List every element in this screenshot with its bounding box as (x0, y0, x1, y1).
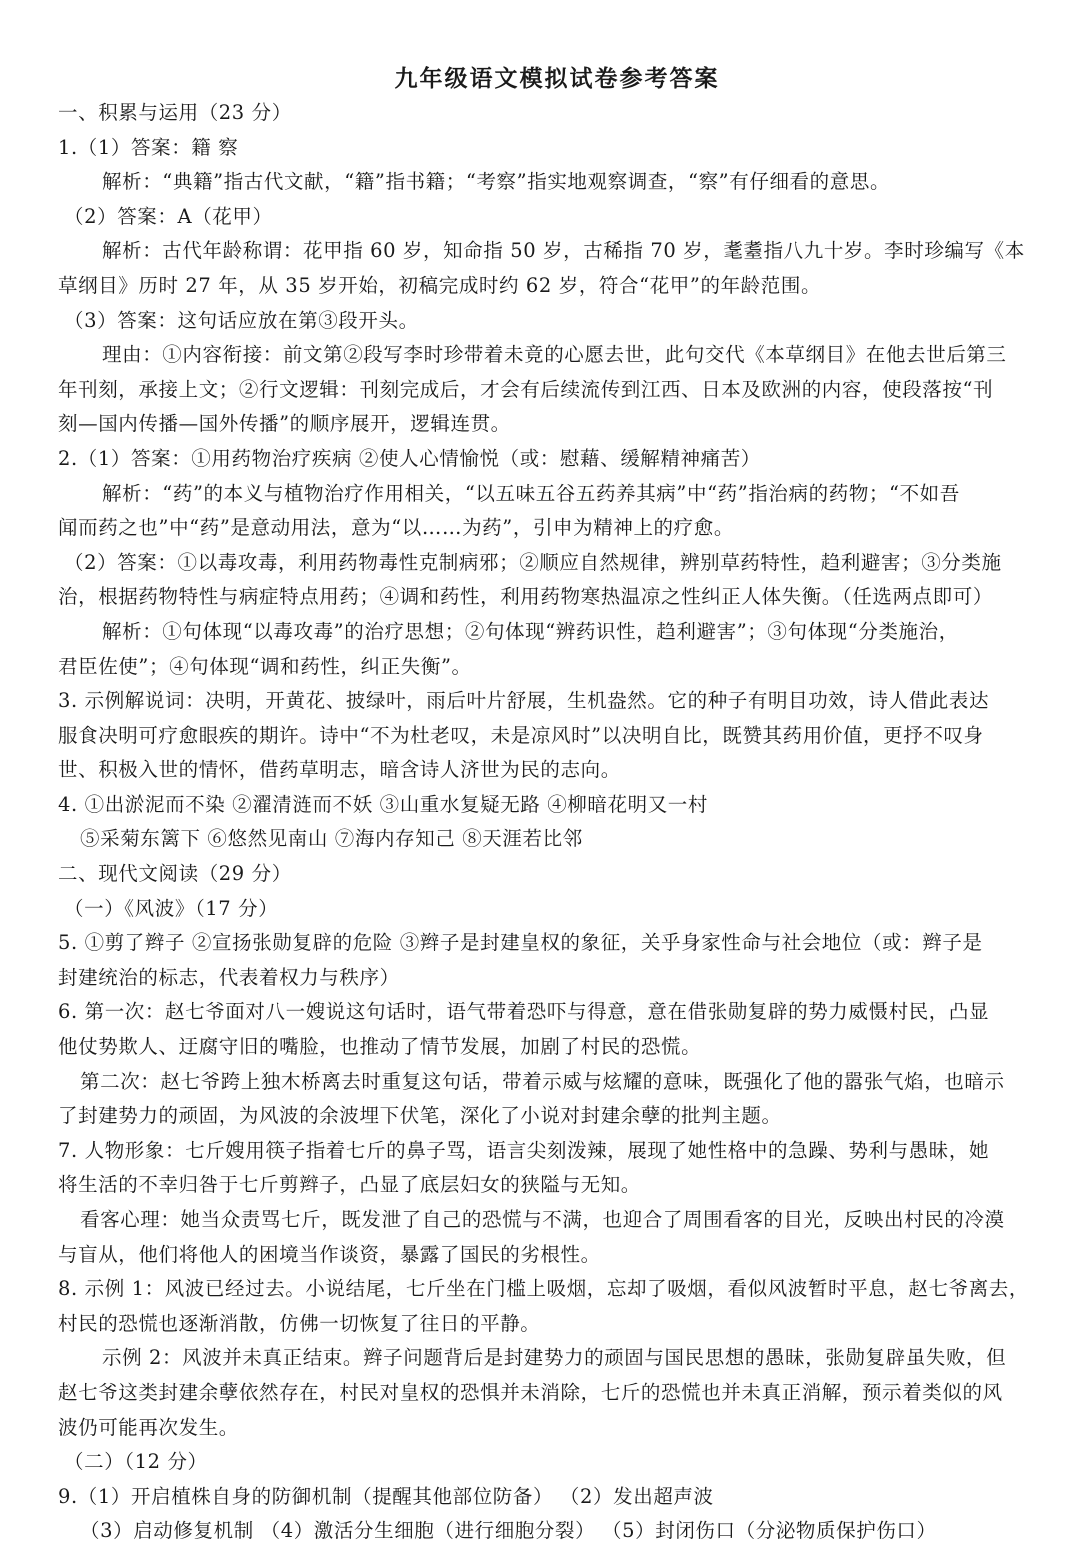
answer-line: （二）（12 分） (64, 1450, 208, 1474)
answer-line: 服食决明可疗愈眼疾的期许。诗中“不为杜老叹，未是凉风时”以决明自比，既赞其药用价值，更抒不叹身 (58, 723, 984, 747)
answer-line: （3）启动修复机制 （4）激活分生细胞（进行细胞分裂） （5）封闭伤口（分泌物质保护伤口） (80, 1519, 937, 1543)
answer-line: 8. 示例 1：风波已经过去。小说结尾，七斤坐在门槛上吸烟，忘却了吸烟，看似风波暂时平息，赵七爷离去， (58, 1277, 1030, 1301)
answer-line: 4. ①出淤泥而不染 ②濯清涟而不妖 ③山重水复疑无路 ④柳暗花明又一村 (58, 792, 708, 816)
answer-line: 治，根据药物特性与病症特点用药；④调和药性，利用药物寒热温凉之性纠正人体失衡。（任选两点即可） (58, 585, 993, 609)
answer-line: 解析：“典籍”指古代文献，“籍”指书籍；“考察”指实地观察调查，“察”有仔细看的意思。 (102, 170, 891, 194)
answer-line: 9.（1）开启植株自身的防御机制（提醒其他部位防备） （2）发出超声波 (58, 1484, 714, 1508)
answer-line: （2）答案：A（花甲） (64, 204, 273, 228)
answer-line: 一、积累与运用（23 分） (58, 101, 292, 124)
answer-line: 封建统治的标志，代表着权力与秩序） (58, 965, 400, 989)
answer-line: 君臣佐使”；④句体现“调和药性，纠正失衡”。 (58, 654, 472, 678)
answer-line: 刻—国内传播—国外传播”的顺序展开，逻辑连贯。 (58, 412, 511, 436)
answer-line: 世、积极入世的情怀，借药草明志，暗含诗人济世为民的志向。 (58, 758, 621, 782)
answer-line: 年刊刻，承接上文；②行文逻辑：刊刻完成后，才会有后续流传到江西、日本及欧洲的内容，使段落按“刊 (58, 377, 994, 401)
answer-line: 赵七爷这类封建余孽依然存在，村民对皇权的恐惧并未消除，七斤的恐慌也并未真正消解，预示着类似的风 (58, 1380, 1003, 1404)
answer-line: 5. ①剪了辫子 ②宣扬张勋复辟的危险 ③辫子是封建皇权的象征，关乎身家性命与社会地位（或：辫子是 (58, 931, 983, 955)
answer-line: 3. 示例解说词：决明，开黄花、披绿叶，雨后叶片舒展，生机盎然。它的种子有明目功效，诗人借此表达 (58, 689, 990, 713)
answer-line: 第二次：赵七爷跨上独木桥离去时重复这句话，带着示威与炫耀的意味，既强化了他的嚣张气焰，也暗示 (80, 1069, 1005, 1093)
page-title: 九年级语文模拟试卷参考答案 (394, 65, 720, 92)
answer-line: 1.（1）答案：籍 察 (58, 135, 239, 159)
answer-line: 示例 2：风波并未真正结束。辫子问题背后是封建势力的顽固与国民思想的愚昧，张勋复辟虽失败，但 (102, 1346, 1007, 1370)
answer-line: 与盲从，他们将他人的困境当作谈资，暴露了国民的劣根性。 (58, 1242, 601, 1266)
answer-line: 闻而药之也”中“药”是意动用法，意为“以……为药”，引申为精神上的疗愈。 (58, 516, 734, 540)
answer-line: 草纲目》历时 27 年，从 35 岁开始，初稿完成时约 62 岁，符合“花甲”的年龄范围。 (58, 273, 822, 297)
answer-line: 解析：①句体现“以毒攻毒”的治疗思想；②句体现“辨药识性，趋利避害”；③句体现“分类施治， (102, 619, 959, 643)
answer-line: ⑤采菊东篱下 ⑥悠然见南山 ⑦海内存知己 ⑧天涯若比邻 (80, 827, 583, 851)
answer-line: 村民的恐慌也逐渐消散，仿佛一切恢复了往日的平静。 (58, 1311, 541, 1335)
answer-line: （2）答案：①以毒攻毒，利用药物毒性克制病邪；②顺应自然规律，辨别草药特性，趋利避害；③分类施 (64, 550, 1002, 574)
answer-line: 看客心理：她当众责骂七斤，既发泄了自己的恐慌与不满，也迎合了周围看客的目光，反映出村民的冷漠 (80, 1208, 1005, 1231)
answer-line: 将生活的不幸归咎于七斤剪辫子，凸显了底层妇女的狭隘与无知。 (58, 1173, 641, 1197)
answer-line: 6. 第一次：赵七爷面对八一嫂说这句话时，语气带着恐吓与得意，意在借张勋复辟的势力威慑村民，凸显 (58, 1000, 990, 1024)
answer-line: 二、现代文阅读（29 分） (58, 862, 292, 886)
answer-line: （一）《风波》（17 分） (64, 896, 279, 920)
answer-line: 解析：古代年龄称谓：花甲指 60 岁，知命指 50 岁，古稀指 70 岁，耄耋指八九十岁。李时珍编写《本 (102, 239, 1025, 263)
answer-line: （3）答案：这句话应放在第③段开头。 (64, 308, 419, 332)
answer-content (0, 96, 1080, 1549)
answer-line: 解析：“药”的本义与植物治疗作用相关，“以五味五谷五药养其病”中“药”指治病的药物；“不如吾 (102, 481, 960, 505)
answer-line: 了封建势力的顽固，为风波的余波埋下伏笔，深化了小说对封建余孽的批判主题。 (58, 1104, 782, 1128)
answer-line: 他仗势欺人、迂腐守旧的嘴脸，也推动了情节发展，加剧了村民的恐慌。 (58, 1035, 702, 1059)
answer-line: 波仍可能再次发生。 (58, 1415, 239, 1439)
answer-line: 2.（1）答案：①用药物治疗疾病 ②使人心情愉悦（或：慰藉、缓解精神痛苦） (58, 446, 761, 470)
answer-line: 7. 人物形象：七斤嫂用筷子指着七斤的鼻子骂，语言尖刻泼辣，展现了她性格中的急躁、势利与愚昧，她 (58, 1138, 990, 1162)
answer-line: 理由：①内容衔接：前文第②段写李时珍带着未竟的心愿去世，此句交代《本草纲目》在他去世后第三 (102, 343, 1007, 367)
